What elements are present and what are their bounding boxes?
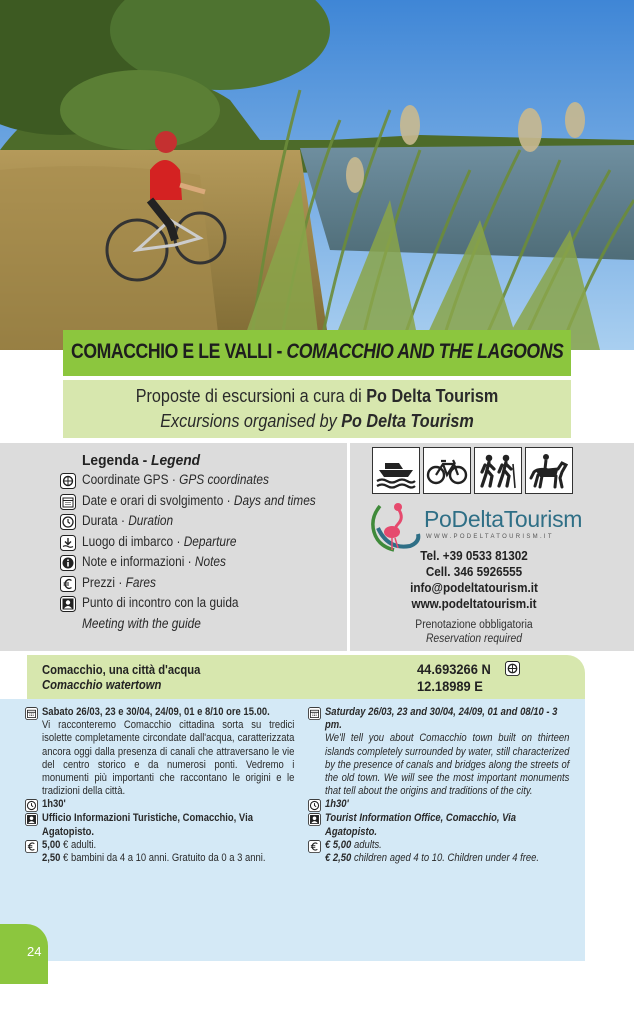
subtitle-english: Excursions organised by Po Delta Tourism (160, 411, 474, 431)
duration-entry-it: 1h30' (25, 798, 295, 812)
clock-icon (60, 514, 76, 530)
guide-icon (60, 596, 76, 612)
meeting-entry-it: Ufficio Informazioni Turistiche, Comacchio, Via Agatopisto. (25, 812, 295, 838)
legend-item-guide: Punto di incontro con la guida (60, 595, 345, 616)
legend-item-duration: Durata · Duration (60, 513, 345, 534)
bicycle-icon (423, 447, 471, 494)
meeting-entry-en: Tourist Information Office, Comacchio, Via Agatopisto. (308, 812, 570, 838)
calendar-icon (60, 494, 76, 510)
activity-icons (372, 447, 573, 494)
legend-item-gps: Coordinate GPS · GPS coordinates (60, 472, 345, 493)
page-number-tab (0, 924, 48, 984)
legend-item-departure: Luogo di imbarco · Departure (60, 534, 345, 555)
guide-icon (25, 813, 38, 826)
euro-icon (60, 576, 76, 592)
euro-icon (308, 840, 321, 853)
hero-photo-cyclist-lagoon (0, 0, 634, 350)
booking-note-en: Reservation required (425, 633, 523, 645)
info-icon (60, 555, 76, 571)
details-italian (25, 706, 295, 865)
dates-entry-it: Sabato 26/03, 23 e 30/04, 24/09, 01 e 8/10 ore 15.00. Vi racconteremo Comacchio cittadina sorta su tredici isolette completamente circondate dall'acqua, caratterizzata ancora oggi dalla presenza di canali che attraversano le vie del centro storico e da numerosi ponti. Vedremo i monumenti più importanti che raccontano le origini e le tradizioni della città. (25, 706, 295, 798)
legend-item-dates: Date e orari di svolgimento · Days and times (60, 493, 345, 514)
legend-item-notes: Note e informazioni · Notes (60, 554, 345, 575)
dates-entry-en: Saturday 26/03, 23 and 30/04, 24/09, 01 and 08/10 - 3 pm. We'll tell you about Comacchio town built on thirteen islands completely surrounded by water, still characterized by the presence of canals and bridges along the streets of the old town. We will see the most important monuments that tell about the origins and traditions of the city. (308, 706, 570, 798)
subtitle-italian: Proposte di escursioni a cura di Po Delta Tourism (135, 386, 499, 406)
phone[interactable]: Tel. +39 0533 81302 (420, 548, 528, 563)
details-english (308, 706, 570, 865)
title-bar (63, 330, 571, 376)
page-number: 24 (27, 944, 42, 959)
boat-icon (372, 447, 420, 494)
flamingo-logo-icon (368, 498, 424, 554)
booking-note-it: Prenotazione obbligatoria (415, 619, 533, 631)
gps-icon (505, 661, 520, 676)
legend-item-fares: Prezzi · Fares (60, 575, 345, 596)
clock-icon (308, 799, 321, 812)
email-link[interactable]: info@podeltatourism.it (410, 580, 538, 595)
hiking-icon (474, 447, 522, 494)
duration-entry-en: 1h30' (308, 798, 570, 812)
guide-icon (308, 813, 321, 826)
price-entry-en: € 5,00 adults. € 2,50 children aged 4 to 10. Children under 4 free. (308, 839, 570, 865)
clock-icon (25, 799, 38, 812)
po-delta-tourism-logo (368, 498, 583, 554)
excursion-name: Comacchio, una città d'acqua Comacchio watertown (42, 663, 201, 692)
contacts (350, 548, 598, 646)
calendar-icon (25, 707, 38, 720)
legend (60, 452, 345, 636)
excursion-header (27, 655, 585, 699)
logo-wordmark: PoDeltaTourism (424, 506, 583, 532)
legend-item-guide-english: Meeting with the guide (82, 615, 201, 631)
cell-phone[interactable]: Cell. 346 5926555 (425, 564, 523, 579)
euro-icon (25, 840, 38, 853)
horse-riding-icon (525, 447, 573, 494)
page-title: COMACCHIO E LE VALLI - COMACCHIO AND THE LAGOONS (71, 340, 564, 363)
boarding-icon (60, 535, 76, 551)
gps-coordinates: 44.693266 N 12.18989 E (417, 661, 491, 694)
legend-title: Legenda - Legend (82, 452, 201, 469)
calendar-icon (308, 707, 321, 720)
logo-url: WWW.PODELTATOURISM.IT (426, 534, 554, 540)
gps-icon (60, 473, 76, 489)
website-link[interactable]: www.podeltatourism.it (411, 596, 537, 611)
price-entry-it: 5,00 € adulti. 2,50 € bambini da 4 a 10 anni. Gratuito da 0 a 3 anni. (25, 839, 295, 865)
subtitle-box (63, 380, 571, 438)
